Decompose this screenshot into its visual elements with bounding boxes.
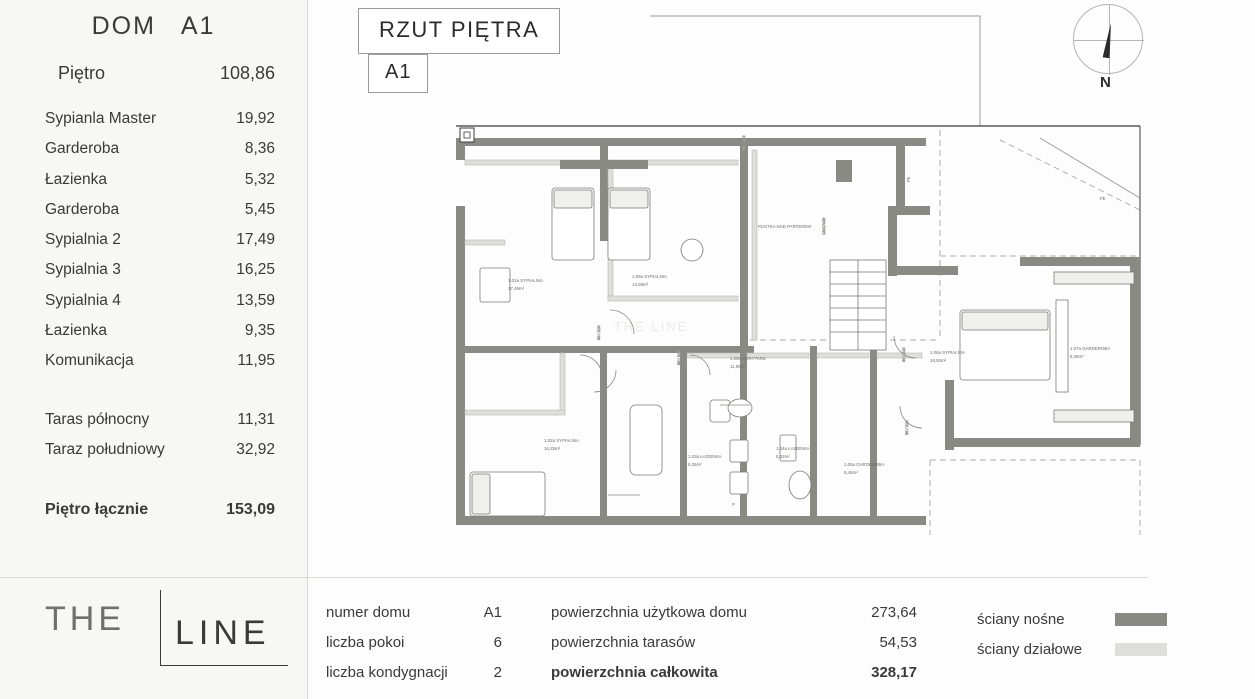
list-item [0,140,307,170]
svg-text:1.04a ŁAZIENKA: 1.04a ŁAZIENKA [776,446,810,451]
list-item [0,352,307,382]
room-area: 19,92 [236,110,275,127]
svg-text:80 / 210: 80 / 210 [676,350,681,365]
room-label: Garderoba [45,140,120,158]
drawing-subtitle-box [368,54,428,93]
svg-text:P: P [732,502,735,507]
svg-text:90 / 210: 90 / 210 [901,347,906,362]
info-value: 2 [493,664,502,681]
room-label: Łazienka [45,322,108,340]
info-label: powierzchnia tarasów [551,634,696,651]
list-item [0,292,307,322]
svg-text:90 / 210: 90 / 210 [904,420,909,435]
info-row [551,604,917,634]
svg-text:1.06a SYPIALNIA: 1.06a SYPIALNIA [930,350,965,355]
svg-text:1.03a ŁAZIENKA: 1.03a ŁAZIENKA [688,454,722,459]
svg-text:11,95m²: 11,95m² [730,364,746,369]
svg-text:Pb: Pb [906,176,911,182]
terrace-area: 11,31 [237,410,275,428]
page-title [0,12,307,41]
svg-text:1.09a SYPIALNIA: 1.09a SYPIALNIA [632,274,667,279]
floor-total-value: 153,09 [226,501,275,519]
info-row [326,664,502,694]
legend-swatch-partition [1115,643,1167,656]
svg-text:1.07a GARDEROBA: 1.07a GARDEROBA [1070,346,1111,351]
drawing-subtitle: A1 [385,61,412,83]
room-area: 5,32 [244,170,275,188]
svg-text:17,49m²: 17,49m² [508,286,525,291]
left-info-panel [0,0,308,699]
logo-line-text: LINE [175,614,271,652]
info-label: powierzchnia użytkowa domu [551,604,747,621]
legend-swatch-structural [1115,613,1167,626]
floor-label: Piętro [58,63,106,83]
legend-label: ściany działowe [977,640,1083,658]
info-label: powierzchnia całkowita [551,664,718,681]
room-area: 5,45 [244,200,275,218]
room-label: Sypialnia 4 [45,291,121,309]
svg-text:1.05a GARDEROBA: 1.05a GARDEROBA [844,462,885,467]
floor-total-label: Piętro łącznie [45,501,149,519]
svg-text:13,59m²: 13,59m² [632,282,649,287]
svg-text:80 / 210: 80 / 210 [596,325,601,340]
list-item [0,411,307,441]
house-number: A1 [180,12,216,40]
svg-text:90 / 210: 90 / 210 [741,135,746,150]
svg-text:16,25m²: 16,25m² [544,446,561,451]
info-value: 6 [493,634,502,651]
floor-total-row [0,501,307,519]
info-row-total [551,664,917,694]
logo-the-text: THE [45,600,125,638]
room-label: Łazienka [45,170,108,188]
floor-plan-drawing [440,10,1155,570]
info-label: liczba pokoi [326,634,405,651]
list-item [0,441,307,471]
room-label: Sypialnia 3 [45,261,121,279]
list-item [0,201,307,231]
info-label: liczba kondygnacji [326,664,448,681]
info-value: 328,17 [871,664,917,681]
logo-frame [160,590,288,666]
room-label: Garderoba [45,200,120,218]
terrace-label: Taraz południowy [45,440,165,458]
brand-logo [0,577,307,699]
legend [977,604,1167,664]
room-area: 13,59 [236,291,275,309]
info-row [326,604,502,634]
legend-label: ściany nośne [977,610,1065,628]
svg-text:8,36m²: 8,36m² [1070,354,1084,359]
room-area: 16,25 [236,261,275,279]
svg-text:13x17x29: 13x17x29 [821,217,826,235]
info-row [551,634,917,664]
list-item [0,231,307,261]
compass-north-label: N [1100,74,1111,91]
svg-text:1.02a SYPIALNIA: 1.02a SYPIALNIA [544,438,579,443]
list-item [0,261,307,291]
bottom-info-column-2 [551,604,917,694]
room-label: Sypialnia 2 [45,231,121,249]
list-item [0,171,307,201]
svg-text:5,32m²: 5,32m² [776,454,790,459]
legend-row-partition [977,634,1167,664]
info-row [326,634,502,664]
info-label: numer domu [326,604,411,621]
room-label-text: 1.01a SYPIALNIA [508,278,543,283]
terrace-list [0,411,307,472]
svg-text:Pb: Pb [1100,196,1106,201]
floor-summary-row [0,63,307,84]
bottom-info-column-1 [326,604,502,694]
svg-text:PUSTKA NAD PARTEREM: PUSTKA NAD PARTEREM [758,224,812,229]
svg-text:9,35m²: 9,35m² [688,462,702,467]
terrace-area: 32,92 [236,440,275,458]
svg-text:5,45m²: 5,45m² [844,470,858,475]
list-item [0,322,307,352]
info-value: A1 [483,604,502,621]
info-value: 273,64 [871,604,917,621]
house-label: DOM [91,12,156,40]
info-value: 54,53 [879,634,917,651]
list-item [0,110,307,140]
legend-row-structural [977,604,1167,634]
room-area: 17,49 [236,231,275,249]
svg-text:19,92m²: 19,92m² [930,358,947,363]
room-label: Komunikacja [45,352,134,370]
watermark: THE LINE [613,319,689,334]
svg-text:1.08a KORYTARZ: 1.08a KORYTARZ [730,356,766,361]
room-list [0,110,307,383]
floor-area: 108,86 [219,63,275,83]
divider [308,577,1148,578]
room-area: 11,95 [237,352,275,370]
room-label: Sypianla Master [45,110,157,127]
drawing-title: RZUT PIĘTRA [379,17,540,42]
room-area: 9,35 [244,322,275,340]
room-area: 8,36 [244,140,275,158]
terrace-label: Taras północny [45,410,150,428]
